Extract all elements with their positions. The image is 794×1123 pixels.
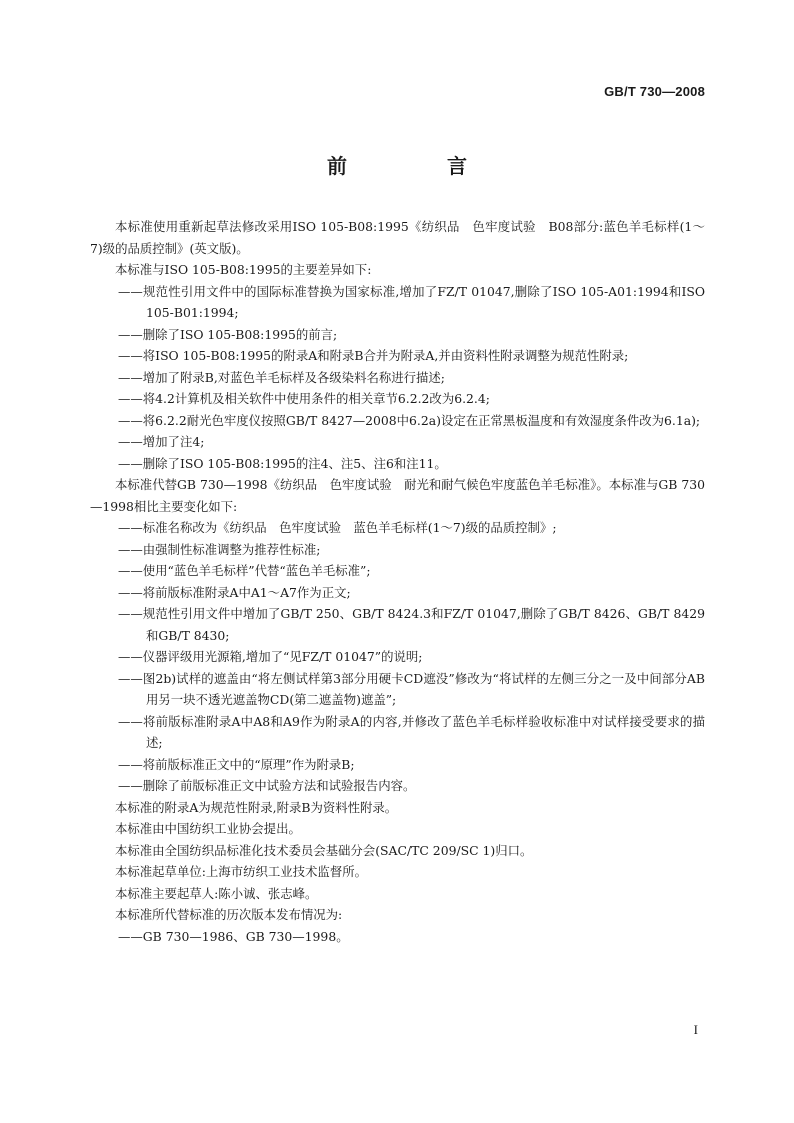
list-item: ——规范性引用文件中的国际标准替换为国家标准,增加了FZ/T 01047,删除了ISO 105-A01:1994和ISO 105-B01:1994;: [118, 283, 705, 320]
list-item: ——将ISO 105-B08:1995的附录A和附录B合并为附录A,并由资料性附录调整为规范性附录;: [118, 348, 629, 363]
page-title: 前 言: [327, 154, 507, 178]
foreword-body: [90, 216, 705, 947]
list-item: ——将6.2.2耐光色牢度仪按照GB/T 8427—2008中6.2a)设定在正常黑板温度和有效湿度条件改为6.1a);: [118, 412, 701, 428]
list-item: ——将前版标准附录A中A1～A7作为正文;: [118, 584, 351, 600]
list-item: ——增加了注4;: [118, 434, 205, 449]
list-item: ——删除了ISO 105-B08:1995的注4、注5、注6和注11。: [118, 455, 447, 471]
paragraph-8: 本标准主要起草人:陈小诚、张志峰。: [115, 885, 318, 901]
list-item: ——仪器评级用光源箱,增加了“见FZ/T 01047”的说明;: [118, 649, 423, 664]
paragraph-9: 本标准所代替标准的历次版本发布情况为:: [115, 907, 343, 922]
list-item: ——将前版标准附录A中A8和A9作为附录A的内容,并修改了蓝色羊毛标样验收标准中对试样接受要求的描述;: [118, 713, 705, 750]
list-item: ——标准名称改为《纺织品 色牢度试验 蓝色羊毛标样(1～7)级的品质控制》;: [118, 520, 557, 535]
list-item: ——将前版标准正文中的“原理”作为附录B;: [118, 756, 355, 772]
paragraph-6: 本标准由全国纺织品标准化技术委员会基础分会(SAC/TC 209/SC 1)归口。: [115, 842, 533, 858]
list-item: ——删除了ISO 105-B08:1995的前言;: [118, 326, 338, 342]
list-item: ——增加了附录B,对蓝色羊毛标样及各级染料名称进行描述;: [118, 369, 445, 385]
list-item: ——GB 730—1986、GB 730—1998。: [118, 928, 349, 944]
paragraph-7: 本标准起草单位:上海市纺织工业技术监督所。: [115, 864, 367, 879]
paragraph-2: 本标准与ISO 105-B08:1995的主要差异如下:: [115, 262, 372, 277]
list-item: ——使用“蓝色羊毛标样”代替“蓝色羊毛标准”;: [118, 563, 371, 578]
list-item: ——由强制性标准调整为推荐性标准;: [118, 541, 321, 557]
paragraph-1: 本标准使用重新起草法修改采用ISO 105-B08:1995《纺织品 色牢度试验 B08部分:蓝色羊毛标样(1～7)级的品质控制》(英文版)。: [90, 219, 705, 256]
list-item: ——将4.2计算机及相关软件中使用条件的相关章节6.2.2改为6.2.4;: [118, 391, 490, 406]
paragraph-4: 本标准的附录A为规范性附录,附录B为资料性附录。: [115, 799, 398, 815]
list-item: ——删除了前版标准正文中试验方法和试验报告内容。: [118, 778, 416, 793]
page-number: I: [693, 1022, 698, 1037]
list-item: ——图2b)试样的遮盖由“将左侧试样第3部分用硬卡CD遮没”修改为“将试样的左侧三分之一及中间部分AB用另一块不透光遮盖物CD(第二遮盖物)遮盖”;: [118, 670, 705, 707]
paragraph-5: 本标准由中国纺织工业协会提出。: [115, 821, 301, 836]
list-item: ——规范性引用文件中增加了GB/T 250、GB/T 8424.3和FZ/T 01047,删除了GB/T 8426、GB/T 8429和GB/T 8430;: [118, 606, 705, 643]
paragraph-3: 本标准代替GB 730—1998《纺织品 色牢度试验 耐光和耐气候色牢度蓝色羊毛标准》。本标准与GB 730—1998相比主要变化如下:: [90, 477, 705, 514]
standard-code: GB/T 730—2008: [604, 84, 705, 99]
